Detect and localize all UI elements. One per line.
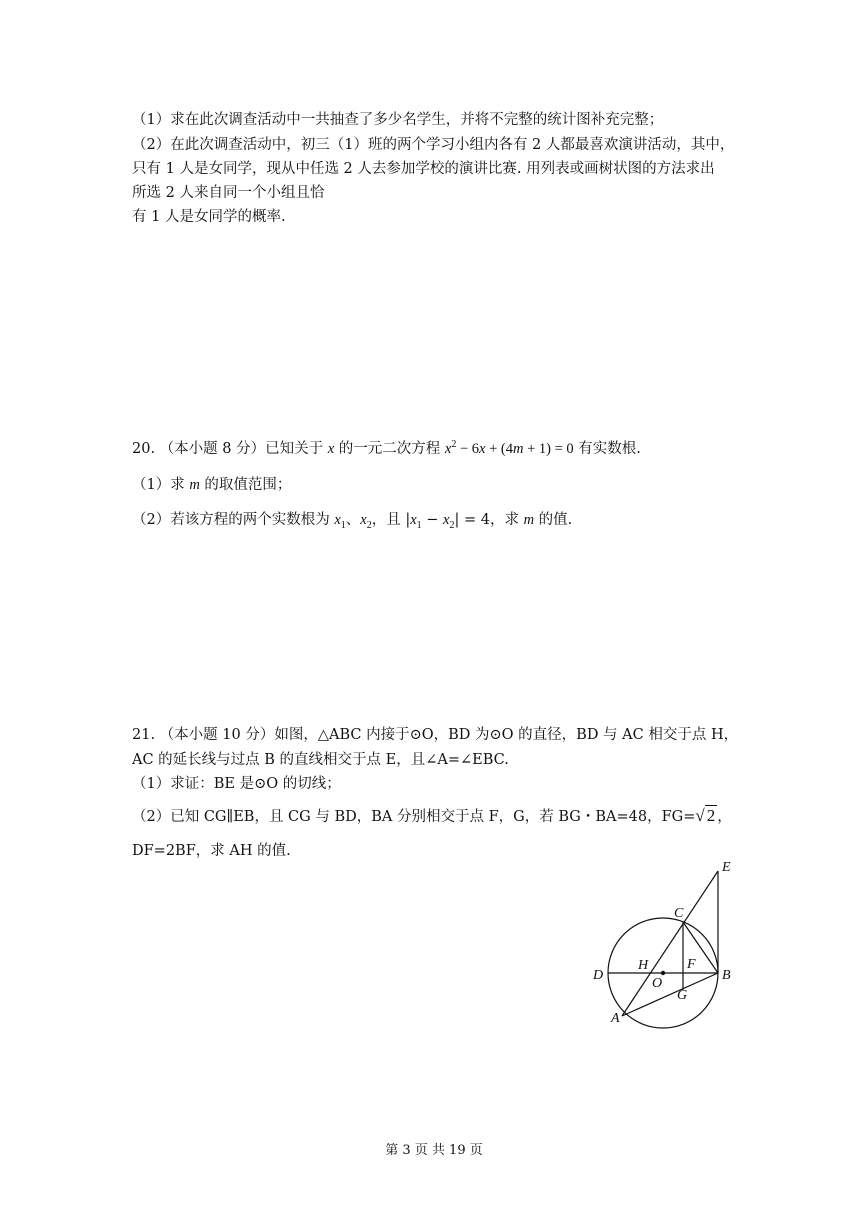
q20-part2-text-d: 的值.: [534, 512, 573, 528]
label-h: H: [638, 958, 649, 973]
abs-close: | = 4: [454, 512, 490, 528]
sqrt-radicand: 2: [706, 806, 716, 825]
label-o: O: [652, 976, 663, 991]
root-x2-sub: 2: [366, 519, 372, 531]
abs-x1: [410, 512, 422, 531]
q20-stem-text-b: 的一元二次方程: [334, 441, 445, 457]
q21-part2-text-a: （2）已知 CG∥EB，且 CG 与 BD，BA 分别相交于点 F，G，若 BG・BA=48，FG=: [132, 809, 696, 825]
q19-part2-line2: 只有 1 人是女同学，现从中任选 2 人去参加学校的演讲比赛. 用列表或画树状图的方法求出: [132, 161, 715, 177]
root-x1: [334, 512, 346, 531]
q20-stem-text-c: 有实数根.: [573, 441, 641, 457]
label-d: D: [593, 968, 604, 983]
q21-line2: AC 的延长线与过点 B 的直线相交于点 E，且∠A=∠EBC.: [132, 752, 509, 768]
abs-open: ，且 |: [371, 512, 411, 528]
center-point: [661, 971, 665, 975]
abs-x2-var: x: [443, 512, 450, 528]
q19-part2-line4: 有 1 人是女同学的概率.: [132, 209, 286, 225]
abs-x1-var: x: [410, 512, 417, 528]
q21-part2-line1: [132, 805, 732, 826]
eq-var-x: x: [444, 441, 452, 457]
label-g: G: [677, 988, 688, 1003]
q20-part2: [132, 508, 572, 531]
q19-part2-line1: （2）在此次调查活动中，初三（1）班的两个学习小组内各有 2 人都最喜欢演讲活动，其中，: [132, 137, 735, 153]
label-c: C: [674, 906, 684, 921]
q20-stem-text-a: 20. （本小题 8 分）已知关于: [132, 441, 328, 457]
root-x2: [360, 512, 372, 531]
page-footer: 第 3 页 共 19 页: [385, 1143, 483, 1158]
abs-x2: [443, 512, 455, 531]
eq-var-m: m: [512, 441, 524, 457]
sqrt-expression: √ 2: [695, 806, 716, 825]
q21-part2-text-b: ，: [717, 809, 732, 825]
root-x1-sub: 1: [340, 519, 346, 531]
q19-part2-line3: 所选 2 人来自同一个小组且恰: [132, 185, 325, 201]
circle-geometry-figure: [588, 855, 748, 1030]
q21-line1: 21. （本小题 10 分）如图，△ABC 内接于⊙O，BD 为⊙O 的直径，BD 与 AC 相交于点 H，: [132, 727, 739, 743]
q21-part1: （1）求证：BE 是⊙O 的切线；: [132, 776, 341, 792]
abs-x1-sub: 1: [416, 519, 422, 531]
q20-part2-text-c: ，求: [489, 512, 524, 528]
eq-var-x2: x: [479, 441, 486, 457]
label-b: B: [722, 968, 731, 983]
eq-part-d: + (4: [485, 441, 513, 457]
q20-part1-text-b: 的取值范围；: [199, 477, 292, 493]
root-x2-var: x: [360, 512, 367, 528]
var-x: x: [327, 441, 335, 457]
q20-stem: [132, 437, 641, 458]
root-x1-var: x: [334, 512, 341, 528]
label-f: F: [687, 957, 696, 972]
q19-part1: （1）求在此次调查活动中一共抽查了多少名学生，并将不完整的统计图补充完整；: [132, 112, 664, 128]
var-m: m: [189, 477, 200, 493]
quadratic-equation: [445, 441, 574, 457]
q20-part1: [132, 473, 291, 494]
q20-part2-text-a: （2）若该方程的两个实数根为: [132, 512, 335, 528]
eq-exponent: 2: [451, 439, 457, 451]
var-m-2: m: [523, 512, 535, 528]
abs-minus: −: [421, 512, 444, 528]
separator: 、: [345, 512, 361, 528]
q21-part2-line2: DF=2BF，求 AH 的值.: [132, 843, 291, 859]
eq-part-e: + 1) = 0: [523, 441, 574, 457]
abs-x2-sub: 2: [449, 519, 455, 531]
label-a: A: [611, 1011, 620, 1026]
q20-part1-text-a: （1）求: [132, 477, 190, 493]
label-e: E: [722, 860, 731, 875]
eq-part-b: − 6: [456, 441, 480, 457]
